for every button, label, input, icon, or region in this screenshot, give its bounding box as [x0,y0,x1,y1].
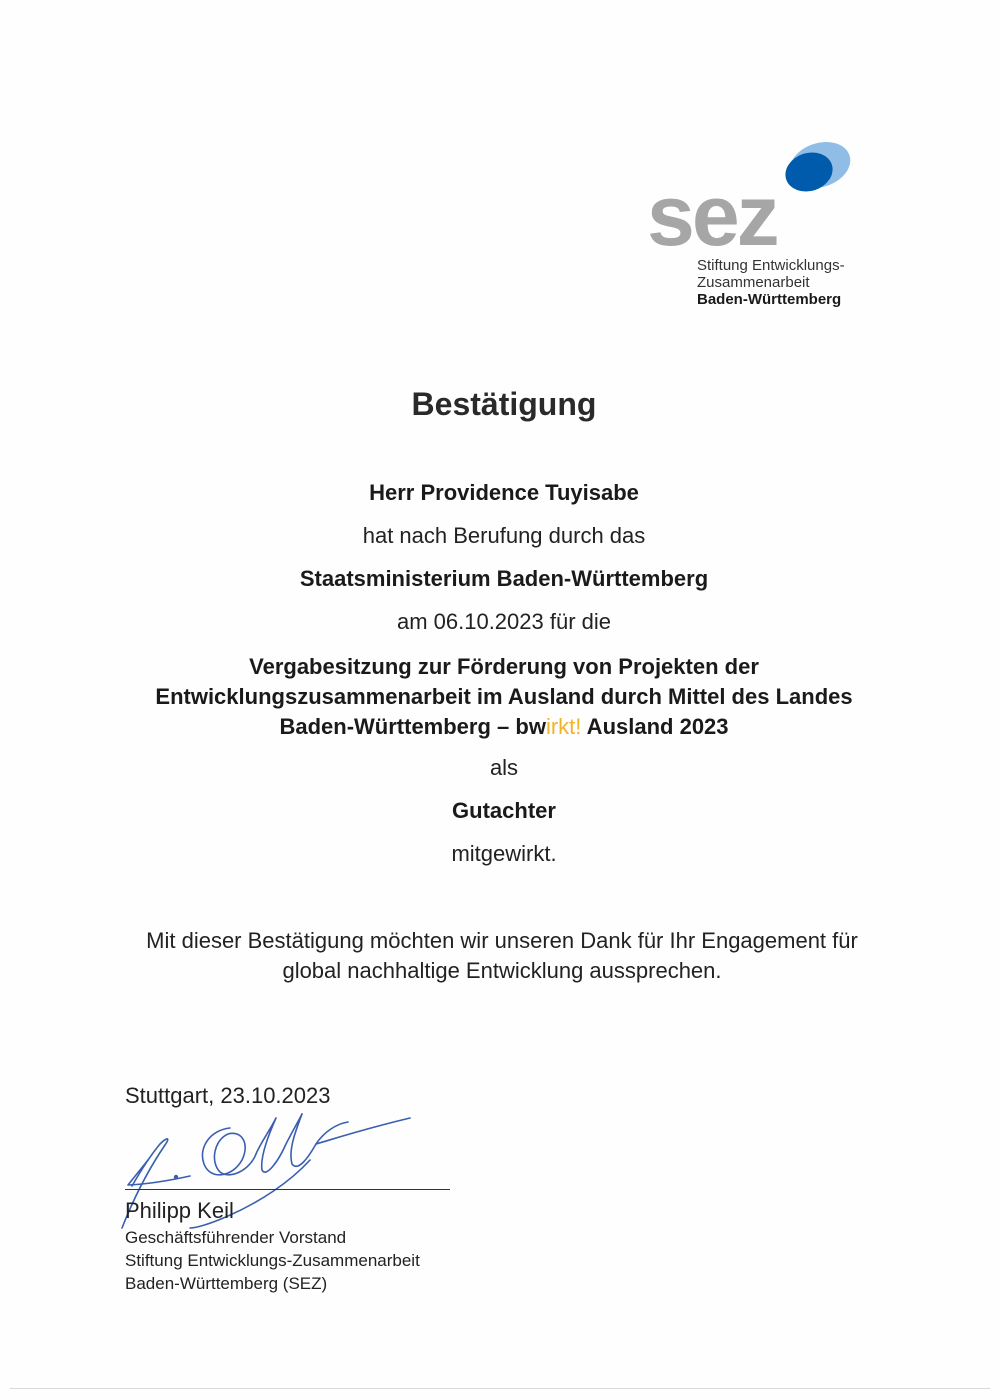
logo-caption-line3: Baden-Württemberg [697,291,842,308]
role-title: Gutachter [452,798,556,823]
bwirkt-accent: irkt! [545,714,582,739]
place-and-date: Stuttgart, 23.10.2023 [125,1083,331,1108]
event-line-1: Vergabesitzung zur Förderung von Projekten der [249,654,759,679]
institution-name: Staatsministerium Baden-Württemberg [299,566,709,591]
thanks-line-2: global nachhaltige Entwicklung aussprechen. [282,958,722,983]
signatory-details [125,1226,420,1295]
logo-caption-line2: Zusammenarbeit [697,274,810,291]
event-description [4,652,1000,742]
signatory-org-line-2: Baden-Württemberg (SEZ) [125,1274,328,1293]
signatory-org-line-1: Stiftung Entwicklungs-Zusammenarbeit [125,1251,420,1270]
thanks-line-1: Mit dieser Bestätigung möchten wir unseren Dank für Ihr Engagement für [146,928,858,953]
recipient-name: Herr Providence Tuyisabe [369,480,639,505]
logo-caption [697,257,845,308]
document-title: Bestätigung [411,386,597,422]
event-line-2: Entwicklungszusammenarbeit im Ausland durch Mittel des Landes [155,684,853,709]
date-text: am 06.10.2023 für die [396,609,612,634]
appointed-text: hat nach Berufung durch das [362,523,646,548]
signatory-name: Philipp Keil [125,1198,234,1223]
signatory-position: Geschäftsführender Vorstand [125,1228,347,1247]
page-bottom-edge [10,1388,990,1389]
event-line-3-prefix: Baden-Württemberg – bw [279,714,546,739]
logo-wordmark: sez [647,168,777,255]
logo-caption-line1: Stiftung Entwicklungs- [697,257,845,274]
sez-logo [645,135,885,325]
signature-line [125,1189,450,1190]
as-text: als [489,755,519,780]
sez-logo-mark [645,135,885,255]
thanks-paragraph [2,926,1000,986]
event-line-3-suffix: Ausland 2023 [581,714,729,739]
event-line-3 [4,712,1000,742]
participated-text: mitgewirkt. [451,841,557,866]
